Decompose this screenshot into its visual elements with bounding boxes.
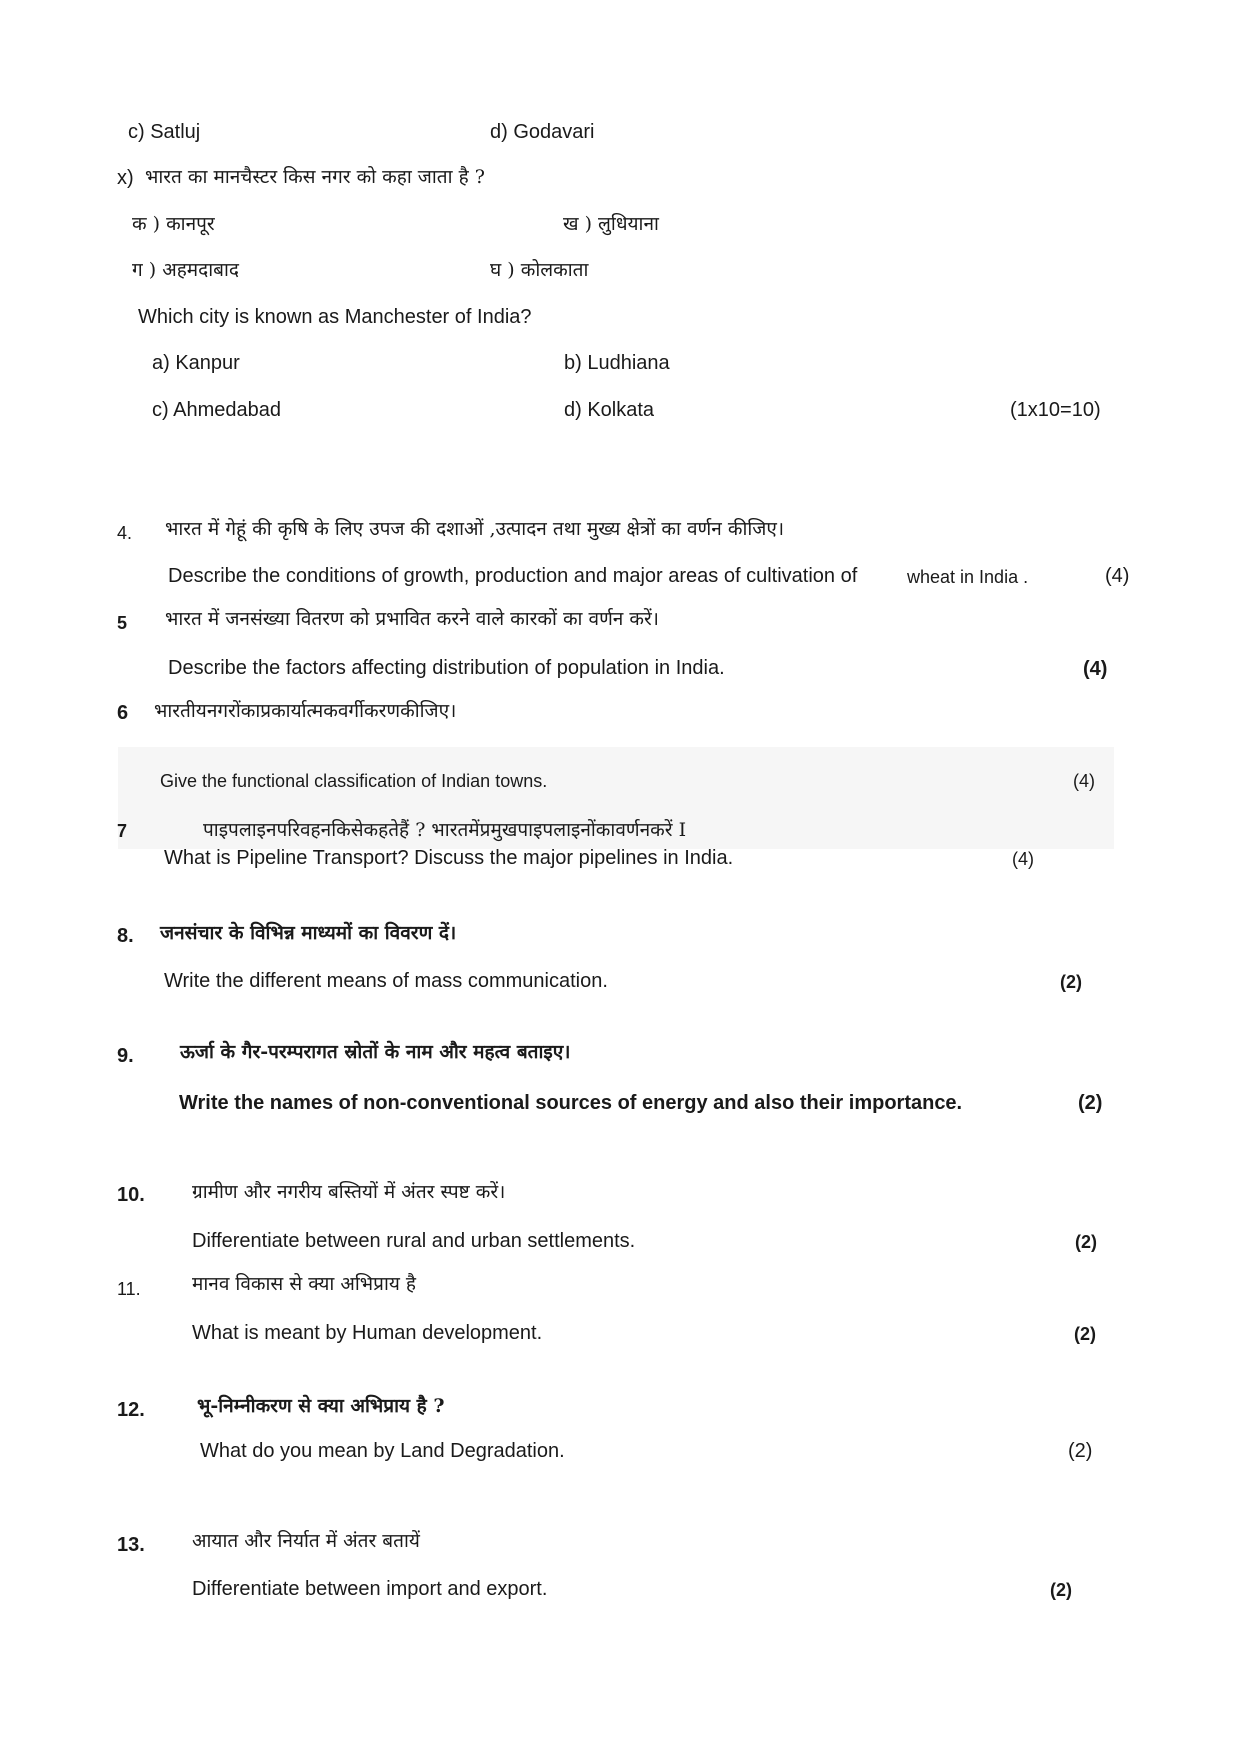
question-5-number: 5 <box>117 613 128 633</box>
question-9-english: Write the names of non-conventional sources of energy and also their importance. <box>179 1092 963 1114</box>
question-11-marks: (2) <box>1074 1324 1096 1344</box>
question-7-english: What is Pipeline Transport? Discuss the major pipelines in India. <box>164 847 734 869</box>
question-12-number: 12. <box>117 1399 145 1421</box>
question-8-hindi: जनसंचार के विभिन्न माध्यमों का विवरण दें। <box>160 922 457 944</box>
question-9-hindi: ऊर्जा के गैर-परम्परागत स्रोतों के नाम और महत्व बताइए। <box>180 1041 571 1063</box>
question-10-marks: (2) <box>1075 1232 1097 1252</box>
question-13-marks: (2) <box>1050 1580 1072 1600</box>
question-4-number: 4. <box>117 523 133 543</box>
question-10-number: 10. <box>117 1184 145 1206</box>
question-x-hindi: भारत का मानचैस्टर किस नगर को कहा जाता है ? <box>145 166 485 188</box>
question-8-number: 8. <box>117 925 134 947</box>
prev-option-c: c) Satluj <box>128 121 201 143</box>
question-6-marks: (4) <box>1073 771 1095 791</box>
hindi-option-d: घ ) कोलकाता <box>490 259 589 281</box>
question-12-english: What do you mean by Land Degradation. <box>200 1440 565 1462</box>
question-x-english: Which city is known as Manchester of India? <box>138 306 532 328</box>
hindi-option-b: ख ) लुधियाना <box>563 213 659 235</box>
question-10-english: Differentiate between rural and urban settlements. <box>192 1230 636 1252</box>
hindi-option-c: ग ) अहमदाबाद <box>132 259 240 281</box>
question-7-number: 7 <box>117 821 128 841</box>
question-6-hindi: भारतीयनगरोंकाप्रकार्यात्मकवर्गीकरणकीजिए। <box>154 700 457 722</box>
question-5-hindi: भारत में जनसंख्या वितरण को प्रभावित करने वाले कारकों का वर्णन करें। <box>165 608 659 630</box>
english-option-b: b) Ludhiana <box>564 352 670 374</box>
question-8-marks: (2) <box>1060 972 1082 992</box>
section-marks: (1x10=10) <box>1010 399 1101 421</box>
question-13-english: Differentiate between import and export. <box>192 1578 548 1600</box>
question-7-hindi: पाइपलाइनपरिवहनकिसेकहतेहैं ? भारतमेंप्रमुखपाइपलाइनोंकावर्णनकरें I <box>203 819 687 841</box>
question-5-english: Describe the factors affecting distribution of population in India. <box>168 657 725 679</box>
question-9-marks: (2) <box>1078 1092 1103 1114</box>
question-7-marks: (4) <box>1012 849 1034 869</box>
hindi-option-a: क ) कानपूर <box>132 213 215 235</box>
question-6-number: 6 <box>117 702 129 724</box>
question-11-number: 11. <box>117 1279 141 1299</box>
question-9-number: 9. <box>117 1045 134 1067</box>
prev-option-d: d) Godavari <box>490 121 595 143</box>
question-11-hindi: मानव विकास से क्या अभिप्राय है <box>192 1273 417 1295</box>
question-4-english: Describe the conditions of growth, production and major areas of cultivation of <box>168 565 858 587</box>
english-option-c: c) Ahmedabad <box>152 399 281 421</box>
question-11-english: What is meant by Human development. <box>192 1322 543 1344</box>
english-option-a: a) Kanpur <box>152 352 240 374</box>
question-12-marks: (2) <box>1068 1440 1093 1462</box>
question-13-number: 13. <box>117 1534 145 1556</box>
question-10-hindi: ग्रामीण और नगरीय बस्तियों में अंतर स्पष्ट करें। <box>192 1181 506 1203</box>
question-5-marks: (4) <box>1083 658 1108 680</box>
question-4-marks: (4) <box>1105 565 1130 587</box>
english-option-d: d) Kolkata <box>564 399 655 421</box>
question-4-hindi: भारत में गेहूं की कृषि के लिए उपज की दशाओं ,उत्पादन तथा मुख्य क्षेत्रों का वर्णन कीजिए। <box>165 518 785 540</box>
question-13-hindi: आयात और निर्यात में अंतर बतायें <box>192 1530 420 1552</box>
question-4-english-tail: wheat in India . <box>907 567 1029 587</box>
question-12-hindi: भू-निम्नीकरण से क्या अभिप्राय है ? <box>197 1395 445 1417</box>
question-x-label: x) <box>117 167 134 189</box>
question-8-english: Write the different means of mass communication. <box>164 970 608 992</box>
question-6-english: Give the functional classification of Indian towns. <box>160 771 548 791</box>
